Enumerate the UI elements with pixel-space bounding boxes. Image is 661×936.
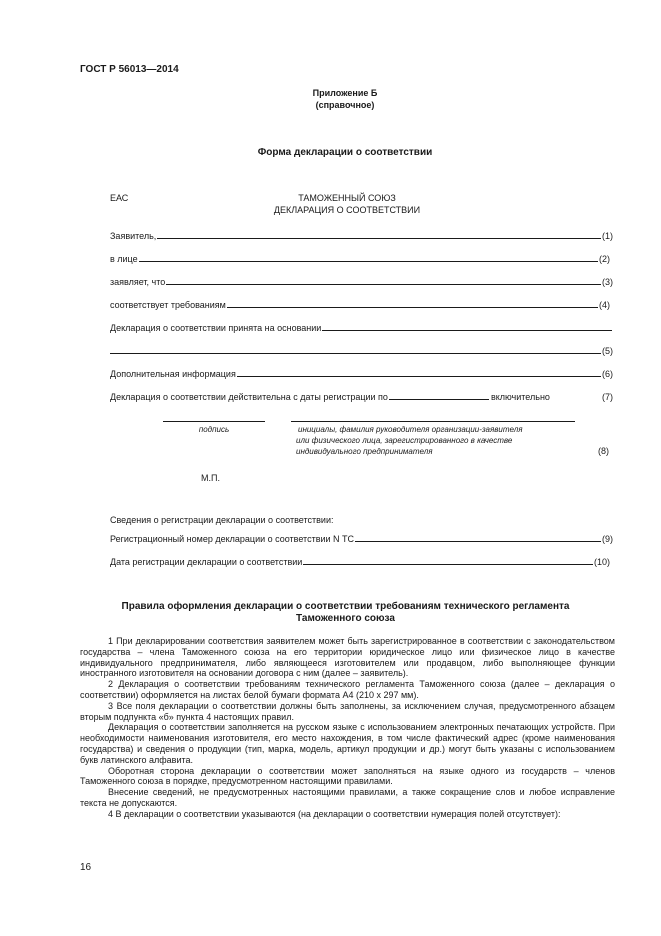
- field-label: Декларация о соответствии принята на основании: [110, 323, 322, 333]
- rule-paragraph-7: 4 В декларации о соответствии указываются (на декларации о соответствии нумерация полей отсутствует):: [108, 808, 561, 819]
- field-number: (3): [602, 277, 613, 287]
- field-label: Заявитель,: [110, 231, 157, 241]
- field-label: соответствует требованиям: [110, 300, 226, 310]
- validity-suffix: включительно: [490, 392, 550, 402]
- field-number: (10): [593, 557, 610, 567]
- validity-label: Декларация о соответствии действительна с даты регистрации по: [110, 392, 388, 402]
- name-caption-line-2: или физического лица, зарегистрированного в качестве: [296, 436, 513, 445]
- fill-line: [227, 307, 598, 308]
- eac-mark: ЕАС: [110, 193, 129, 203]
- union-title: ТАМОЖЕННЫЙ СОЮЗ: [298, 193, 396, 203]
- signature-caption: подпись: [198, 425, 230, 434]
- field-label: Дата регистрации декларации о соответствии: [110, 557, 303, 567]
- name-caption-line-3: индивидуального предпринимателя: [296, 447, 433, 456]
- signature-line: [163, 421, 265, 422]
- field-basis-continued: [110, 343, 613, 356]
- name-line: [291, 421, 575, 422]
- section-title: Форма декларации о соответствии: [257, 147, 433, 158]
- fill-line: [237, 376, 601, 377]
- rules-title-line-1: Правила оформления декларации о соответствии требованиям технического регламента: [121, 601, 570, 612]
- field-number: (4): [599, 300, 610, 310]
- field-label: в лице: [110, 254, 138, 264]
- appendix-label: Приложение Б: [312, 88, 378, 98]
- stamp-label: М.П.: [201, 473, 220, 483]
- field-validity: [110, 389, 613, 402]
- fill-line: [389, 399, 489, 400]
- field-requirements: [110, 297, 610, 310]
- rule-paragraph-2: 2 Декларация о соответствии требованиям технического регламента Таможенного союза (далее – декларация о соответствии) оформляется на листах белой бумаги формата А4 (210 х 297 мм).: [80, 679, 615, 700]
- field-number: (9): [602, 534, 613, 544]
- rule-paragraph-3: 3 Все поля декларации о соответствии должны быть заполнены, за исключением случая, предусмотренного абзацем вторым подпункта «б» пункта 4 настоящих правил.: [80, 700, 615, 722]
- rule-paragraph-5: Оборотная сторона декларации о соответствии может заполняться на языке одного из государств – членов Таможенного союза в порядке, предусмотренном настоящими правилами.: [80, 765, 615, 787]
- field-number: (1): [602, 231, 613, 241]
- fill-line: [166, 284, 601, 285]
- field-number: (8): [598, 446, 609, 456]
- field-label: Дополнительная информация: [110, 369, 236, 379]
- field-additional-info: [110, 366, 613, 379]
- appendix-type: (справочное): [315, 100, 375, 110]
- field-applicant: [110, 228, 613, 241]
- page-number: 16: [80, 862, 92, 873]
- rules-body: [80, 636, 615, 820]
- field-registration-date: [110, 554, 610, 567]
- registration-heading: Сведения о регистрации декларации о соответствии:: [110, 515, 334, 525]
- fill-line: [157, 238, 601, 239]
- fill-line: [322, 330, 612, 331]
- field-basis: [110, 320, 613, 333]
- rule-paragraph-6: Внесение сведений, не предусмотренных настоящими правилами, а также сокращение слов и любое исправление текста не допускаются.: [80, 787, 615, 808]
- standard-number: ГОСТ Р 56013—2014: [80, 64, 179, 75]
- rule-paragraph-4: Декларация о соответствии заполняется на русском языке с использованием электронных печатающих устройств. При необходимости наименования изготовителя, его место нахождения, в том числе фактический адрес (кроме наименования государства) и сведения о продукции (тип, марка, модель, артикул продукции и др.) могут быть указаны с использованием букв латинского алфавита.: [80, 722, 615, 765]
- field-representative: [110, 251, 610, 264]
- field-declares: [110, 274, 613, 287]
- fill-line: [303, 564, 593, 565]
- field-label: Регистрационный номер декларации о соответствии N ТС: [110, 534, 355, 544]
- rule-paragraph-1: 1 При декларировании соответствия заявителем может быть зарегистрированное в соответствии с законодательством государства – члена Таможенного союза на его территории юридическое лицо или физическое лицо в качестве индивидуального предпринимателя, либо являющееся изготовителем или продавцом, либо выполняющее функции иностранного изготовителя на основании договора с ним (далее – заявитель).: [80, 636, 615, 679]
- field-number: (6): [602, 369, 613, 379]
- rules-title-line-2: Таможенного союза: [296, 613, 395, 624]
- field-number: (2): [599, 254, 610, 264]
- fill-line: [139, 261, 598, 262]
- field-number: (7): [602, 392, 613, 402]
- field-label: заявляет, что: [110, 277, 166, 287]
- field-registration-number: [110, 531, 613, 544]
- declaration-title: ДЕКЛАРАЦИЯ О СООТВЕТСТВИИ: [273, 205, 421, 215]
- name-caption-line-1: инициалы, фамилия руководителя организации-заявителя: [298, 425, 523, 434]
- field-number: (5): [602, 346, 613, 356]
- fill-line: [110, 353, 601, 354]
- fill-line: [355, 541, 601, 542]
